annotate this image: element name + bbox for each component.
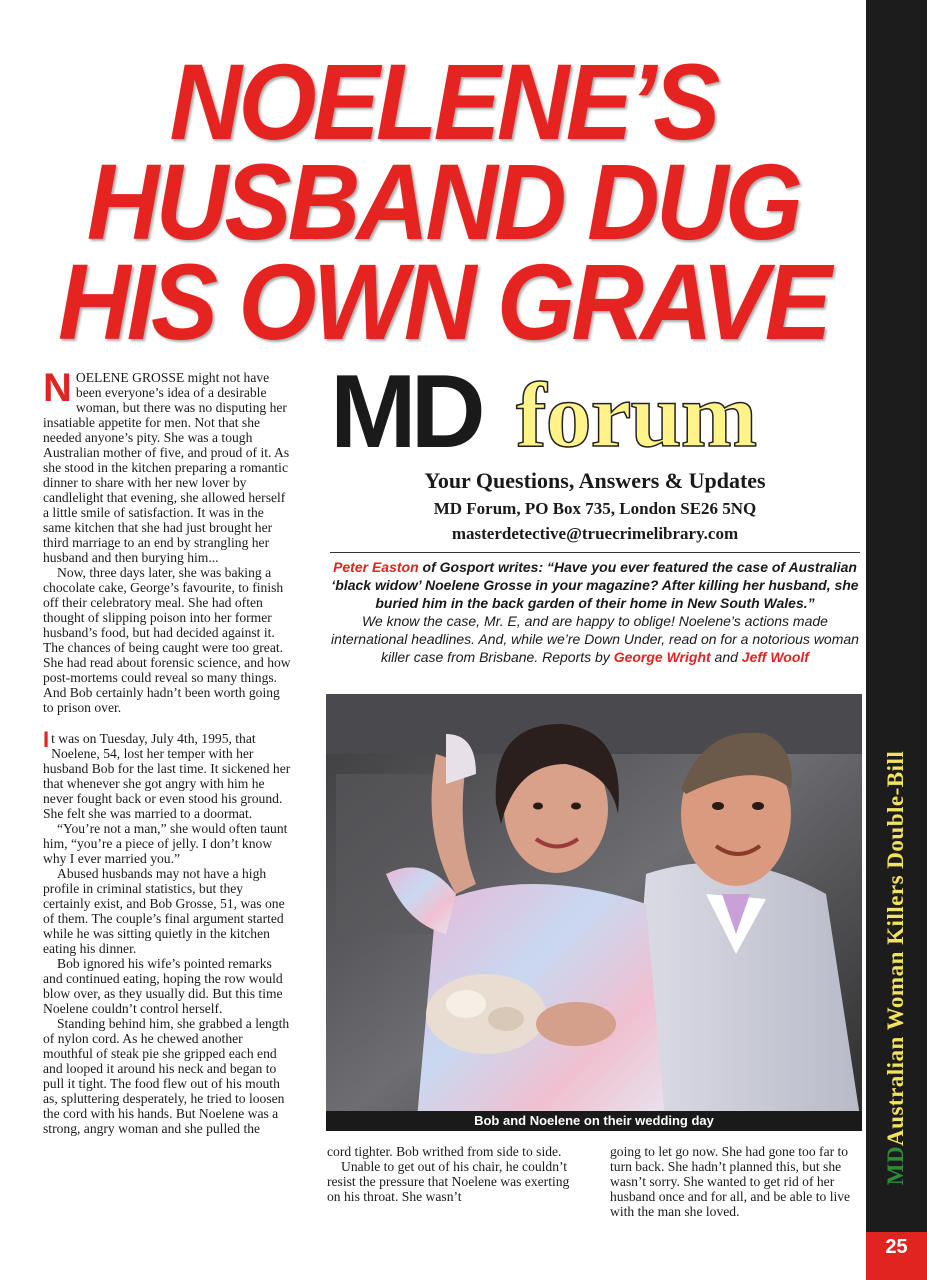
and-text: and (710, 649, 742, 665)
editor-answer: We know the case, Mr. E, and are happy to oblige! Noelene’s actions made international headlines. And, while we’re Down Under, read on for a notorious woman killer case from Brisbane. Reports by (331, 613, 859, 665)
logo-md: MD (330, 354, 480, 470)
article-paragraph: Bob ignored his wife’s pointed remarks and continued eating, hoping the row would blow over, as they usually did. But this time Noelene couldn’t control herself. (43, 956, 283, 1016)
series-label-title: Australian Woman Killers Double-Bill (883, 750, 908, 1146)
article-paragraph: going to let go now. She had gone too far to turn back. She hadn’t planned this, but she wasn’t sorry. She wanted to get rid of her husband once and for all, and be able to live with the man she loved. (610, 1144, 851, 1219)
article-paragraph: cord tighter. Bob writhed from side to side. (327, 1144, 562, 1159)
article-paragraph: Now, three days later, she was baking a chocolate cake, George’s favourite, to finish off their celebratory meal. She had often thought of slipping poison into her former husband’s food, but had decided against it. The chances of being caught were too great. She had read about forensic science, and how post-mortems could reveal so many things. And Bob certainly hadn’t been worth going to prison over. (43, 565, 291, 715)
author-2: Jeff Woolf (741, 649, 809, 665)
article-paragraph: Abused husbands may not have a high profile in criminal statistics, but they certainly exist, and Bob Grosse, 51, was one of them. The couple’s final argument started while he was sitting quietly in the kitchen eating his dinner. (43, 866, 285, 956)
article-paragraph: Standing behind him, she grabbed a length of nylon cord. As he chewed another mouthful of steak pie she gripped each end and looped it around his neck and began to pull it tight. The food flew out of his mouth as, spluttering desperately, he tried to loosen the cord with his hands. But Noelene was a strong, angry woman and she pulled the (43, 1016, 290, 1136)
wedding-photo (326, 694, 862, 1130)
photo-caption: Bob and Noelene on their wedding day (326, 1111, 862, 1131)
reader-name: Peter Easton (333, 559, 419, 575)
article-paragraph (43, 366, 293, 565)
reader-letter (326, 558, 864, 666)
article-paragraph: “You’re not a man,” she would often taunt him, “you’re a piece of jelly. I don’t know why I ever married you.” (43, 821, 288, 866)
article-column-3 (610, 1144, 866, 1219)
paragraph-text: OELENE GROSSE might not have been everyone’s idea of a desirable woman, but there was no disputing her insatiable appetite for men. Not that she needed anyone’s pity. She was a tough Australian mother of five, and proud of it. As she stood in the kitchen preparing a romantic dinner to share with her new lover by candlelight that evening, she allowed herself a little smile of satisfaction. It was in the same kitchen that she had just brought her third marriage to an end by strangling her husband and then burying him... (43, 370, 290, 565)
reader-question: of Gosport writes: “Have you ever featured the case of Australian ‘black widow’ Noelene Grosse in your magazine? After killing her husband, she buried him in the back garden of their home in New South Wales.” (331, 559, 859, 611)
drop-cap: N (43, 366, 72, 410)
drop-cap: I (43, 727, 50, 752)
series-label-md: MD (883, 1145, 908, 1186)
photo-illustration (326, 694, 862, 1130)
forum-tagline: Your Questions, Answers & Updates (424, 468, 766, 493)
headline-line-3: HIS OWN GRAVE (57, 241, 829, 362)
forum-email: masterdetective@truecrimelibrary.com (451, 524, 739, 543)
article-column-1 (43, 366, 293, 1136)
article-paragraph: Unable to get out of his chair, he couldn’t resist the pressure that Noelene was exerting on his throat. She wasn’t (327, 1159, 570, 1204)
article-paragraph (43, 727, 293, 821)
headline (50, 41, 837, 362)
headline-line-1: NOELENE’S (169, 41, 717, 162)
article-column-2 (327, 1144, 585, 1204)
logo-forum: forum (516, 364, 757, 466)
paragraph-text: t was on Tuesday, July 4th, 1995, that Noelene, 54, lost her temper with her husband Bob for the last time. It sickened her that whenever she got angry with him he never fought back or even stood his ground. She felt she was married to a doormat. (43, 731, 291, 821)
divider (330, 552, 860, 553)
headline-line-2: HUSBAND DUG (86, 141, 800, 262)
md-forum-logo (330, 354, 850, 470)
page-number: 25 (866, 1232, 927, 1280)
forum-address: MD Forum, PO Box 735, London SE26 5NQ (433, 499, 757, 518)
author-1: George Wright (613, 649, 711, 665)
series-label (883, 751, 909, 1186)
